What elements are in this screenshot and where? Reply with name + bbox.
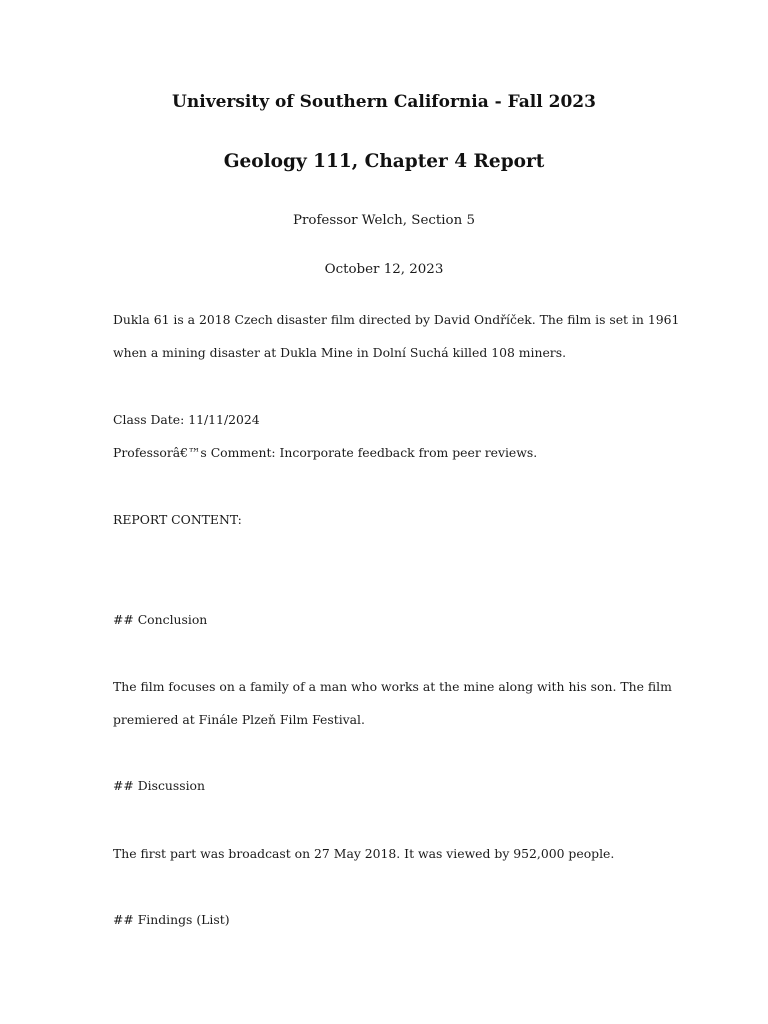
- conclusion-line-2: premiered at Finále Plzeň Film Festival.: [113, 712, 365, 727]
- professor-section: Professor Welch, Section 5: [292, 213, 476, 228]
- report-date: October 12, 2023: [324, 262, 444, 277]
- intro-line-2: when a mining disaster at Dukla Mine in Dolní Suchá killed 108 miners.: [113, 345, 567, 360]
- class-date: Class Date: 11/11/2024: [113, 412, 260, 427]
- report-title: Geology 111, Chapter 4 Report: [223, 151, 545, 172]
- conclusion-heading: ## Conclusion: [113, 612, 208, 627]
- discussion-heading: ## Discussion: [113, 778, 205, 793]
- findings-heading: ## Findings (List): [113, 912, 230, 927]
- professor-comment: Professorâ€™s Comment: Incorporate feedback from peer reviews.: [113, 445, 538, 460]
- conclusion-line-1: The film focuses on a family of a man who works at the mine along with his son. The film: [113, 679, 672, 694]
- report-content-label: REPORT CONTENT:: [113, 512, 242, 527]
- university-heading: University of Southern California - Fall 2023: [172, 92, 596, 112]
- intro-line-1: Dukla 61 is a 2018 Czech disaster film directed by David Ondříček. The film is set in 1961: [113, 312, 680, 327]
- discussion-line-1: The first part was broadcast on 27 May 2018. It was viewed by 952,000 people.: [113, 846, 615, 861]
